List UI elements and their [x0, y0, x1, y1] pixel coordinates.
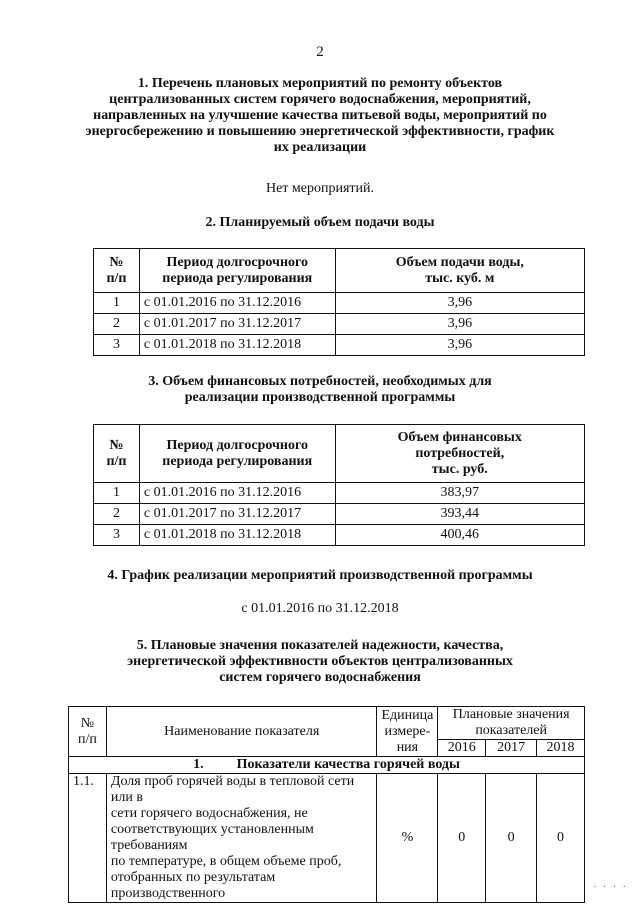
header-text: измере- — [384, 723, 431, 739]
section5-title-line: 5. Плановые значения показателей надежности, качества, — [136, 638, 504, 653]
section1-title-line: их реализации — [273, 140, 367, 155]
cell-num: 3 — [94, 525, 140, 546]
section3-title-line: реализации производственной программы — [184, 390, 456, 405]
financial-needs-table — [93, 424, 585, 546]
header-text: периода регулирования — [162, 453, 313, 469]
cell-period: с 01.01.2017 по 31.12.2017 — [139, 314, 335, 335]
header-year: 2018 — [537, 740, 585, 757]
cell-value: 3,96 — [335, 314, 584, 335]
table-row — [94, 525, 585, 546]
header-finance — [335, 425, 584, 483]
cell-value: 383,97 — [335, 483, 584, 504]
cell-num: 3 — [94, 335, 140, 356]
cell-value: 3,96 — [335, 293, 584, 314]
cell-num: 1 — [94, 483, 140, 504]
section2-title: 2. Планируемый объем подачи воды — [205, 215, 435, 230]
table-row — [94, 335, 585, 356]
section1-title-line: 1. Перечень плановых мероприятий по ремонту объектов — [137, 76, 503, 91]
scan-artifact: · · · · — [593, 882, 628, 893]
header-text: Плановые значения — [452, 707, 570, 722]
section1-note: Нет мероприятий. — [265, 181, 375, 196]
header-text: п/п — [106, 270, 127, 286]
section1-title-line: направленных на улучшение качества питьевой воды, мероприятий по — [93, 108, 547, 123]
section1-title-line: централизованных систем горячего водоснабжения, мероприятий, — [109, 92, 531, 107]
cell-value-2017: 0 — [486, 774, 537, 903]
indicator-text-line: сети горячего водоснабжения, не — [110, 806, 308, 821]
section4-period: с 01.01.2016 по 31.12.2018 — [241, 601, 399, 616]
table-row — [94, 483, 585, 504]
header-period — [139, 425, 335, 483]
table-header-row — [69, 707, 585, 740]
header-num — [69, 707, 107, 757]
section5-title — [0, 638, 640, 686]
header-text: Период долгосрочного — [166, 437, 308, 453]
section3-title — [0, 374, 640, 406]
header-text: № — [80, 715, 95, 731]
cell-unit: % — [377, 774, 438, 903]
cell-period: с 01.01.2016 по 31.12.2016 — [139, 293, 335, 314]
table-header-row — [94, 249, 585, 293]
header-unit — [377, 707, 438, 757]
header-text: ния — [396, 739, 419, 755]
cell-period: с 01.01.2018 по 31.12.2018 — [139, 525, 335, 546]
table-row — [69, 774, 585, 903]
group-num: 1. — [193, 757, 204, 772]
cell-indicator-name — [106, 774, 377, 903]
header-period — [139, 249, 335, 293]
cell-num: 2 — [94, 314, 140, 335]
header-text: п/п — [78, 731, 97, 747]
cell-period: с 01.01.2016 по 31.12.2016 — [139, 483, 335, 504]
cell-value: 393,44 — [335, 504, 584, 525]
cell-value: 400,46 — [335, 525, 584, 546]
cell-value-2016: 0 — [438, 774, 486, 903]
cell-period: с 01.01.2017 по 31.12.2017 — [139, 504, 335, 525]
header-volume — [335, 249, 584, 293]
section3-title-line: 3. Объем финансовых потребностей, необходимых для — [148, 374, 492, 389]
group-heading — [69, 757, 585, 774]
header-planned-values — [438, 707, 585, 740]
cell-num: 1.1. — [69, 774, 107, 903]
cell-value: 3,96 — [335, 335, 584, 356]
header-text: показателей — [475, 723, 548, 738]
table-group-row — [69, 757, 585, 774]
section5-title-line: энергетической эффективности объектов централизованных — [127, 654, 513, 669]
header-indicator-name: Наименование показателя — [106, 707, 377, 757]
cell-period: с 01.01.2018 по 31.12.2018 — [139, 335, 335, 356]
section5-title-line: систем горячего водоснабжения — [219, 670, 421, 685]
group-title: Показатели качества горячей воды — [236, 757, 460, 772]
header-year: 2016 — [438, 740, 486, 757]
indicator-text-line: по температуре, в общем объеме проб, — [110, 854, 342, 869]
cell-value-2018: 0 — [537, 774, 585, 903]
section4-title: 4. График реализации мероприятий производственной программы — [107, 568, 533, 583]
page-number: 2 — [316, 44, 324, 60]
header-text: п/п — [106, 453, 127, 469]
header-text: Единица — [381, 707, 434, 723]
section1-title-line: энергосбережению и повышению энергетической эффективности, график — [85, 124, 555, 139]
header-text: периода регулирования — [162, 270, 313, 286]
table-row — [94, 314, 585, 335]
header-text: № — [109, 254, 124, 270]
header-text: № — [109, 437, 124, 453]
header-year: 2017 — [486, 740, 537, 757]
cell-num: 1 — [94, 293, 140, 314]
cell-num: 2 — [94, 504, 140, 525]
indicator-text-line: соответствующих установленным требованиям — [110, 822, 314, 853]
section1-title — [70, 76, 570, 156]
supply-volume-table — [93, 248, 585, 356]
header-text: тыс. руб. — [431, 461, 488, 477]
header-text: потребностей, — [415, 445, 505, 461]
table-row — [94, 504, 585, 525]
header-num — [94, 425, 140, 483]
table-header-row — [94, 425, 585, 483]
indicator-text-line: отобранных по результатам производственного — [110, 870, 276, 901]
table-row — [94, 293, 585, 314]
indicator-text-line: Доля проб горячей воды в тепловой сети или в — [110, 774, 355, 805]
header-num — [94, 249, 140, 293]
header-text: Период долгосрочного — [166, 254, 309, 270]
header-text: Объем подачи воды, — [395, 254, 524, 270]
header-text: Объем финансовых — [397, 429, 522, 445]
indicators-table — [68, 706, 585, 903]
header-text: тыс. куб. м — [425, 270, 495, 286]
